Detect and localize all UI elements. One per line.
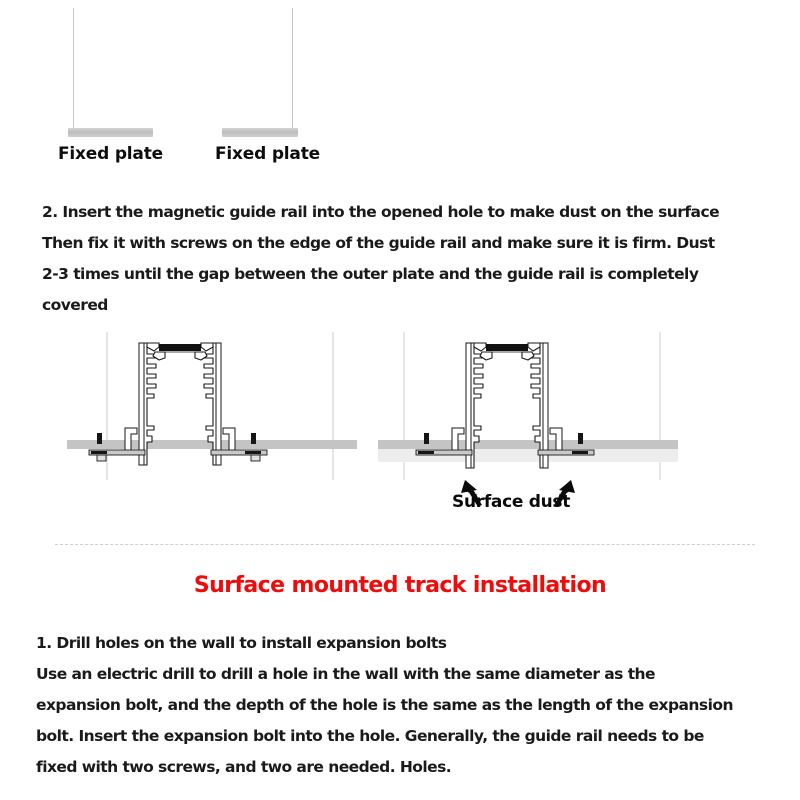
right-outer-plate: [216, 343, 221, 465]
step-two-paragraph: [42, 197, 782, 321]
rail-diagram-recessed-left: [55, 330, 385, 520]
step-one-line-2: Use an electric drill to drill a hole in the wall with the same diameter as the: [36, 665, 656, 683]
magnet-strip: [486, 344, 528, 351]
step-two-line-4: covered: [42, 296, 108, 314]
hanger-line-left: [73, 8, 74, 134]
right-bar-shadow: [572, 451, 588, 454]
left-top-hook: [147, 343, 159, 351]
fixed-plate-illustration: [0, 0, 800, 178]
step-one-line-1: 1. Drill holes on the wall to install expansion bolts: [36, 634, 447, 652]
step-two-line-1: 2. Insert the magnetic guide rail into the opened hole to make dust on the surface: [42, 203, 720, 221]
section-divider: [55, 544, 755, 545]
right-magnet-claw: [522, 352, 534, 360]
left-outer-plate: [139, 343, 144, 465]
rail-profile-svg-left: [55, 330, 385, 520]
screw-right: [251, 433, 256, 444]
fixed-plate-left: [68, 128, 153, 137]
left-outer-plate: [466, 343, 471, 468]
surface-dust-caption: Surface dust: [452, 492, 571, 512]
right-outer-plate: [543, 343, 548, 468]
section-heading-surface-mounted: Surface mounted track installation: [193, 573, 607, 598]
screw-left: [97, 433, 102, 444]
left-magnet-claw: [153, 352, 165, 360]
right-magnet-claw: [195, 352, 207, 360]
step-two-line-3: 2-3 times until the gap between the outer plate and the guide rail is completely: [42, 265, 699, 283]
left-top-hook: [474, 343, 486, 351]
magnet-strip: [159, 344, 201, 351]
nut-right: [251, 455, 260, 461]
left-bar-shadow: [418, 451, 434, 454]
step-one-line-5: fixed with two screws, and two are needed. Holes.: [36, 758, 452, 776]
screw-right: [578, 433, 583, 444]
step-two-line-2: Then fix it with screws on the edge of the guide rail and make sure it is firm. Dust: [42, 234, 715, 252]
fixed-plate-right: [222, 128, 298, 137]
fixed-plate-label-right: Fixed plate: [215, 144, 320, 164]
rail-cross-section-diagrams: [0, 330, 800, 520]
right-bar-shadow: [245, 451, 261, 454]
hanger-line-right: [292, 8, 293, 134]
left-bar-shadow: [91, 451, 107, 454]
right-top-hook: [201, 343, 213, 351]
step-one-line-3: expansion bolt, and the depth of the hole is the same as the length of the expansion: [36, 696, 733, 714]
left-magnet-claw: [480, 352, 492, 360]
step-one-paragraph: [36, 628, 788, 783]
fixed-plate-label-left: Fixed plate: [58, 144, 163, 164]
step-one-line-4: bolt. Insert the expansion bolt into the hole. Generally, the guide rail needs to be: [36, 727, 704, 745]
ceiling-plate: [378, 440, 678, 449]
right-top-hook: [528, 343, 540, 351]
nut-left: [97, 455, 106, 461]
screw-left: [424, 433, 429, 444]
